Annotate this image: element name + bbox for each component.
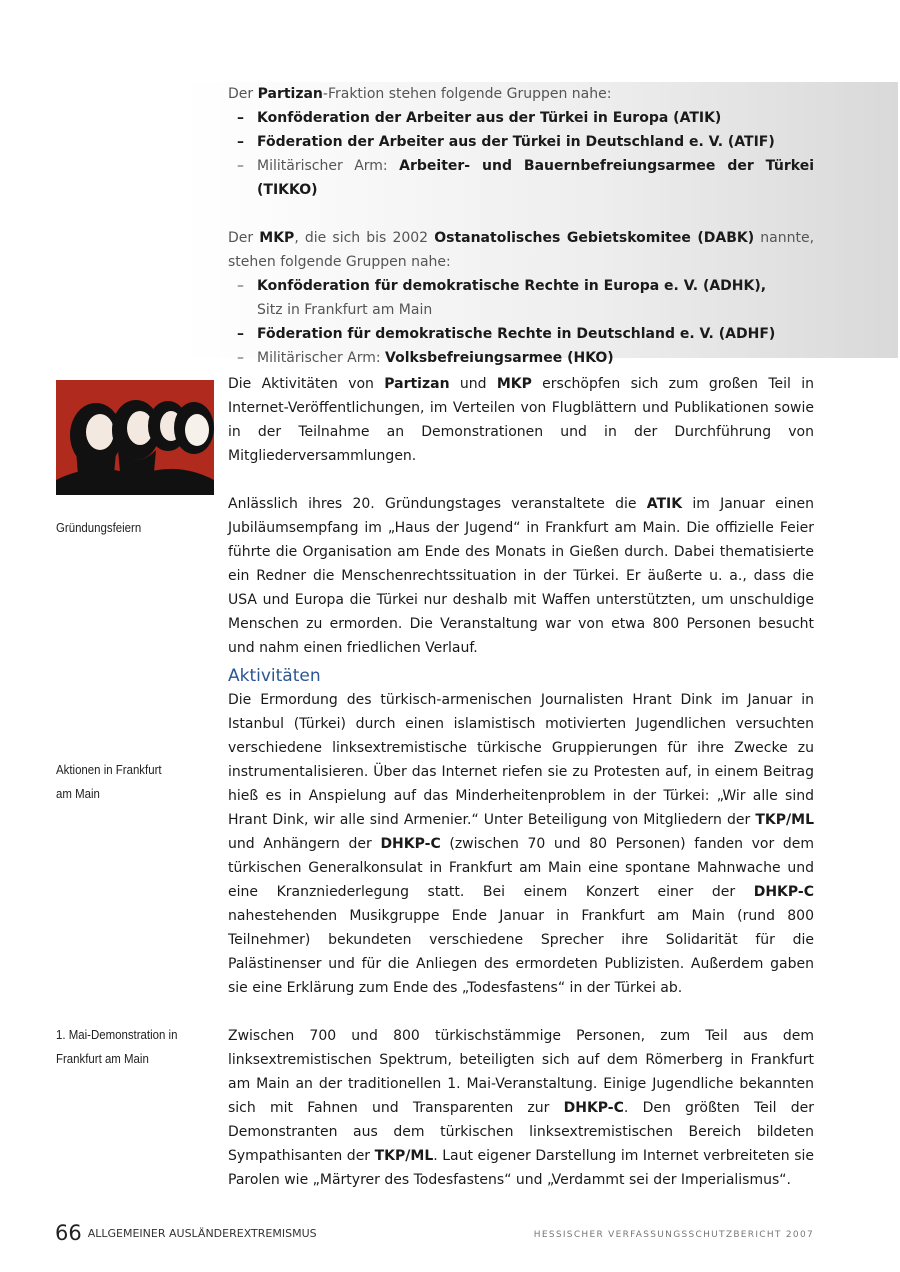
list-item-detail: Sitz in Frankfurt am Main: [257, 302, 433, 318]
paragraph-anniversary: Anlässlich ihres 20. Gründungstages veranstaltete die ATIK im Januar einen Jubiläumsempfang im „Haus der Jugend“ in Frankfurt am Main. Die offizielle Feier führte die Organisation am Ende des Monats in Gießen durch. Dabei thematisierte ein Redner die Menschenrechtssituation in der Türkei. Er äußerte u. a., dass die USA und Europa die Türkei nur deshalb mit Waffen unterstützten, um unschuldige Menschen zu ermorden. Die Veranstaltung war von etwa 800 Personen besucht und nahm einen friedlichen Verlauf.: [228, 496, 815, 656]
list-item: – Militärischer Arm: Arbeiter- und Bauernbefreiungsarmee der Türkei (TIKKO): [237, 158, 814, 198]
side-label-aktionen: Aktionen in Frankfurt am Main: [56, 762, 162, 801]
paragraph-activities: Die Aktivitäten von Partizan und MKP erschöpfen sich zum großen Teil in Internet-Veröffentlichungen, im Verteilen von Flugblättern und Publikationen sowie in der Teilnahme an Demonstrationen und in der Durchführung von Mitgliederversammlungen.: [228, 376, 814, 464]
list-item: – Föderation für demokratische Rechte in Deutschland e. V. (ADHF): [237, 326, 776, 342]
report-title: HESSISCHER VERFASSUNGSSCHUTZBERICHT 2007: [533, 1230, 814, 1240]
section-title: ALLGEMEINER AUSLÄNDEREXTREMISMUS: [87, 1227, 317, 1240]
section-heading: Aktivitäten: [228, 666, 321, 686]
paragraph-hrant-dink: Die Ermordung des türkisch-armenischen Journalisten Hrant Dink im Januar in Istanbul (Türkei) durch einen islamistisch motivierten Jugendlichen versuchten verschiedene linksextremistische türkische Gruppierungen für ihre Zwecke zu instrumentalisieren. Über das Internet riefen sie zu Protesten auf, in einem Beitrag hieß es in Anspielung auf das Minderheitenproblem in der Türkei: „Wir alle sind Hrant Dink, wir alle sind Armenier.“ Unter Beteiligung von Mitgliedern der TKP/ML und Anhängern der DHKP-C (zwischen 70 und 80 Personen) fanden vor dem türkischen Generalkonsulat in Frankfurt am Main eine spontane Mahnwache und eine Kranzniederlegung statt. Bei einem Konzert einer der DHKP-C nahestehenden Musikgruppe Ende Januar in Frankfurt am Main (rund 800 Teilnehmer) bekundeten verschiedene Sprecher ihre Solidarität für die Palästinenser und für die Anliegen des ermordeten Publizisten. Außerdem gaben sie eine Erklärung zum Ende des „Todesfastens“ in der Türkei ab.: [228, 692, 814, 996]
partizan-intro: Der Partizan-Fraktion stehen folgende Gruppen nahe:: [228, 86, 612, 102]
side-label-mai-demonstration: 1. Mai-Demonstration in Frankfurt am Main: [56, 1027, 178, 1066]
paragraph-may-day: Zwischen 700 und 800 türkischstämmige Personen, zum Teil aus dem linksextremistischen Spektrum, beteiligten sich auf dem Römerberg in Frankfurt am Main an der traditionellen 1. Mai-Veranstaltung. Einige Jugendliche bekannten sich mit Fahnen und Transparenten zur DHKP-C. Den größten Teil der Demonstranten aus dem türkischen linksextremistischen Bereich bildeten Sympathisanten der TKP/ML. Laut eigener Darstellung im Internet verbreiteten sie Parolen wie „Märtyrer des Todesfastens“ und „Verdammt sei der Imperialismus“.: [228, 1028, 814, 1188]
list-item: – Konföderation der Arbeiter aus der Türkei in Europa (ATIK): [237, 110, 722, 126]
marx-engels-lenin-mao-portrait-icon: [56, 380, 214, 495]
page-number: 66: [55, 1221, 82, 1245]
list-item: – Konföderation für demokratische Rechte in Europa e. V. (ADHK),: [237, 278, 767, 294]
list-item: – Föderation der Arbeiter aus der Türkei in Deutschland e. V. (ATIF): [237, 134, 775, 150]
main-text: [228, 372, 814, 1192]
side-label-gruendungsfeiern: Gründungsfeiern: [56, 520, 142, 535]
mkp-intro: Der MKP, die sich bis 2002 Ostanatolisches Gebietskomitee (DABK) nannte, stehen folgende Gruppen nahe:: [228, 230, 815, 270]
list-item: – Militärischer Arm: Volksbefreiungsarmee (HKO): [237, 350, 614, 366]
footer-left: [55, 1221, 317, 1245]
info-box: [228, 82, 814, 370]
